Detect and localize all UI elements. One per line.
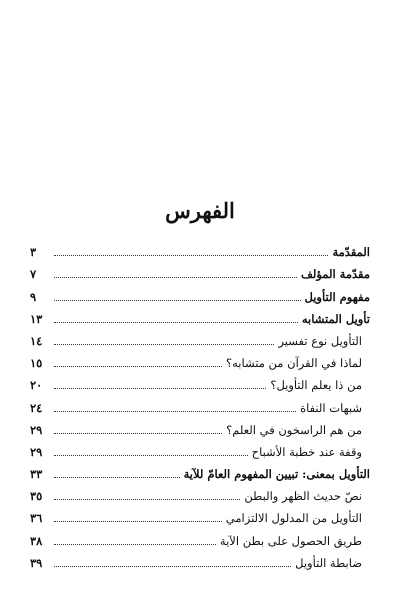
dot-leader: [54, 499, 240, 500]
toc-entry-title: ضابطة التأويل: [295, 555, 362, 570]
toc-entry: [30, 262, 370, 284]
toc-entry: [30, 351, 370, 373]
dot-leader: [54, 566, 291, 567]
toc-entry-page-number: ٣٦: [30, 511, 43, 526]
dot-leader: [54, 477, 180, 478]
toc-entry-page-number: ٢٠: [30, 378, 43, 393]
dot-leader: [54, 344, 274, 345]
toc-entry-title: المقدّمة: [332, 245, 370, 260]
toc-entry: [30, 395, 370, 417]
toc-entry: [30, 506, 370, 528]
toc-entry: [30, 307, 370, 329]
toc-entry-page-number: ٣٨: [30, 533, 43, 548]
toc-entry-page-number: ١٥: [30, 356, 43, 371]
toc-entry-page-number: ٧: [30, 267, 37, 282]
toc-entry: [30, 418, 370, 440]
toc-entry-page-number: ٣٣: [30, 467, 43, 482]
toc-entry-title: تأويل المتشابه: [301, 311, 370, 326]
dot-leader: [54, 455, 248, 456]
toc-entry-title: وقفة عند خطبة الأشباح: [251, 444, 362, 459]
toc-entry-title: التأويل من المدلول الالتزامي: [225, 511, 362, 526]
toc-entry-title: من هم الراسخون في العلم؟: [226, 422, 362, 437]
toc-entry: [30, 240, 370, 262]
toc-entry: [30, 462, 370, 484]
dot-leader: [54, 300, 301, 301]
toc-entry-title: التأويل نوع تفسير: [278, 333, 362, 348]
toc-entry-page-number: ١٣: [30, 311, 43, 326]
toc-entry-title: مفهوم التأويل: [304, 289, 370, 304]
toc-entry-title: طريق الحصول على بطن الآية: [219, 533, 362, 548]
toc-entry-title: التأويل بمعنى: تبيين المفهوم العامّ للآية: [183, 467, 370, 482]
dot-leader: [54, 255, 328, 256]
toc-entry: [30, 551, 370, 573]
dot-leader: [54, 388, 266, 389]
toc-entry-title: نصّ حديث الظهر والبطن: [244, 489, 362, 504]
dot-leader: [54, 433, 222, 434]
toc-entry-title: مقدّمة المؤلف: [300, 267, 370, 282]
page-title: الفهرس: [165, 198, 235, 223]
toc-entry-page-number: ٩: [30, 289, 37, 304]
dot-leader: [54, 521, 222, 522]
toc-entry-page-number: ٢٩: [30, 422, 43, 437]
toc-entry-title: من ذا يعلم التأويل؟: [270, 378, 362, 393]
dot-leader: [54, 411, 296, 412]
dot-leader: [54, 366, 222, 367]
toc-entry-page-number: ٣: [30, 245, 37, 260]
table-of-contents: [30, 240, 370, 573]
toc-entry: [30, 528, 370, 550]
toc-entry-page-number: ٣٥: [30, 489, 43, 504]
toc-entry: [30, 440, 370, 462]
toc-entry-page-number: ٢٩: [30, 444, 43, 459]
toc-entry-page-number: ١٤: [30, 333, 43, 348]
toc-entry-title: لماذا في القرآن من متشابه؟: [226, 356, 362, 371]
toc-entry-page-number: ٢٤: [30, 400, 43, 415]
dot-leader: [54, 322, 298, 323]
toc-entry: [30, 284, 370, 306]
toc-entry-page-number: ٣٩: [30, 555, 43, 570]
dot-leader: [54, 544, 216, 545]
dot-leader: [54, 277, 297, 278]
toc-entry: [30, 484, 370, 506]
toc-entry: [30, 373, 370, 395]
toc-entry: [30, 329, 370, 351]
toc-entry-title: شبهات النفاة: [300, 400, 362, 415]
